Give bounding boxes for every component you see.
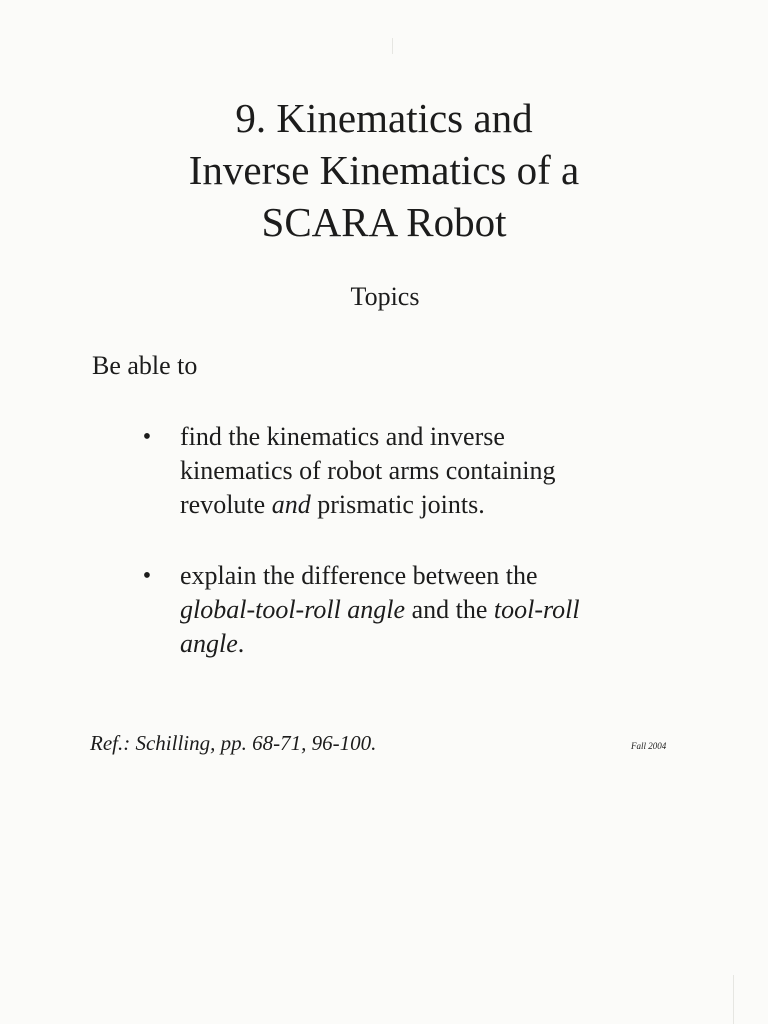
text-segment: and the [405,595,494,624]
scan-mark-top [392,38,393,54]
list-item-line [180,629,244,658]
text-segment: . [237,629,245,658]
intro-text: Be able to [92,351,198,380]
text-segment: revolute [180,490,272,519]
emphasis-text: global-tool-roll angle [180,595,406,624]
text-segment: prismatic joints. [310,490,485,519]
list-item-text [180,559,650,661]
scan-mark-right [733,975,734,1024]
bullet-marker: • [142,424,152,450]
title-line-2: Inverse Kinematics of a [188,147,580,193]
reference-note: Ref.: Schilling, pp. 68-71, 96-100. [90,731,377,755]
list-item-line [180,490,485,519]
emphasis-text: tool-roll [493,595,580,624]
page-title [0,92,768,248]
bullet-marker: • [142,563,152,589]
emphasis-text: and [271,490,311,519]
title-line-1: 9. Kinematics and [235,95,533,141]
emphasis-text: angle [180,629,238,658]
section-heading: Topics [350,282,420,311]
list-item-line: kinematics of robot arms containing [180,456,556,485]
list-item-line: find the kinematics and inverse [180,422,505,451]
date-label: Fall 2004 [631,741,667,751]
list-item-text [180,420,650,522]
list-item-line: explain the difference between the [180,561,538,590]
list-item-line [180,595,580,624]
title-line-3: SCARA Robot [261,199,507,245]
